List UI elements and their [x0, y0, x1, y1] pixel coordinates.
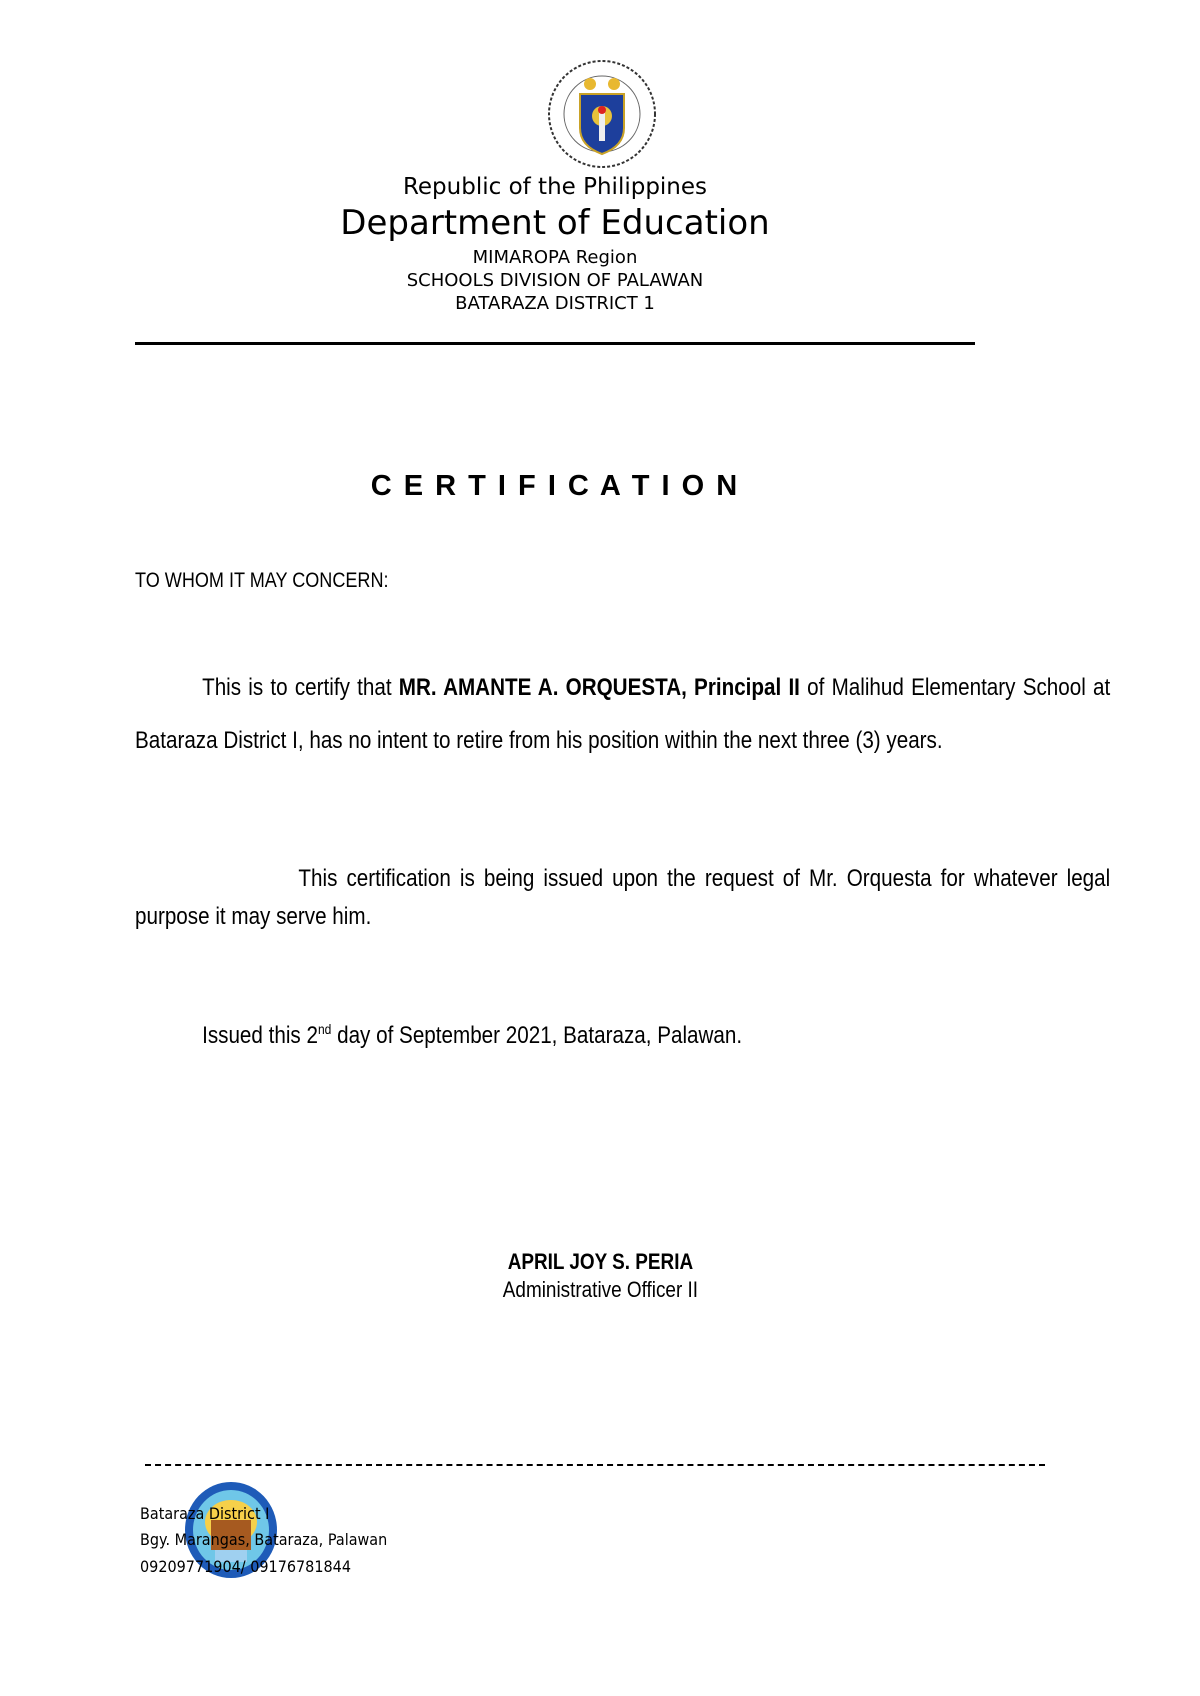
paragraph-purpose: This certification is being issued upon the request of Mr. Orquesta for whatever legal purpose it may serve him.: [135, 865, 1111, 930]
signatory-position: Administrative Officer II: [502, 1277, 699, 1302]
header-department: Department of Education: [340, 203, 770, 243]
certify-text-b: of Malihud Elementary School at Bataraza District I, has no intent to retire from his position within the next three (3) years.: [135, 674, 1111, 754]
header-district: BATARAZA DISTRICT 1: [455, 293, 655, 314]
issued-text-b: day of September 2021, Bataraza, Palawan.: [331, 1022, 743, 1049]
footer-address: Bgy. Marangas, Bataraza, Palawan: [140, 1530, 388, 1549]
certify-text-a: This is to certify that: [202, 674, 399, 701]
footer-district: Bataraza District I: [140, 1504, 270, 1523]
document-title: C E R T I F I C A T I O N: [370, 470, 740, 502]
certify-subject: MR. AMANTE A. ORQUESTA, Principal II: [398, 674, 800, 701]
footer-phone: 09209771904/ 09176781844: [140, 1557, 351, 1576]
signatory-name: APRIL JOY S. PERIA: [507, 1249, 694, 1274]
issued-text-a: Issued this 2: [202, 1022, 318, 1049]
paragraph-certify: [135, 661, 1110, 767]
deped-seal: [546, 58, 658, 170]
header-region: MIMAROPA Region: [472, 247, 638, 268]
footer-divider: [145, 1464, 1045, 1466]
header-divider: [135, 342, 975, 345]
paragraph-issued: [135, 1003, 1110, 1062]
issued-sup: nd: [317, 1021, 332, 1037]
salutation: TO WHOM IT MAY CONCERN:: [135, 569, 389, 592]
header-division: SCHOOLS DIVISION OF PALAWAN: [406, 270, 704, 291]
header-republic: Republic of the Philippines: [402, 174, 708, 200]
